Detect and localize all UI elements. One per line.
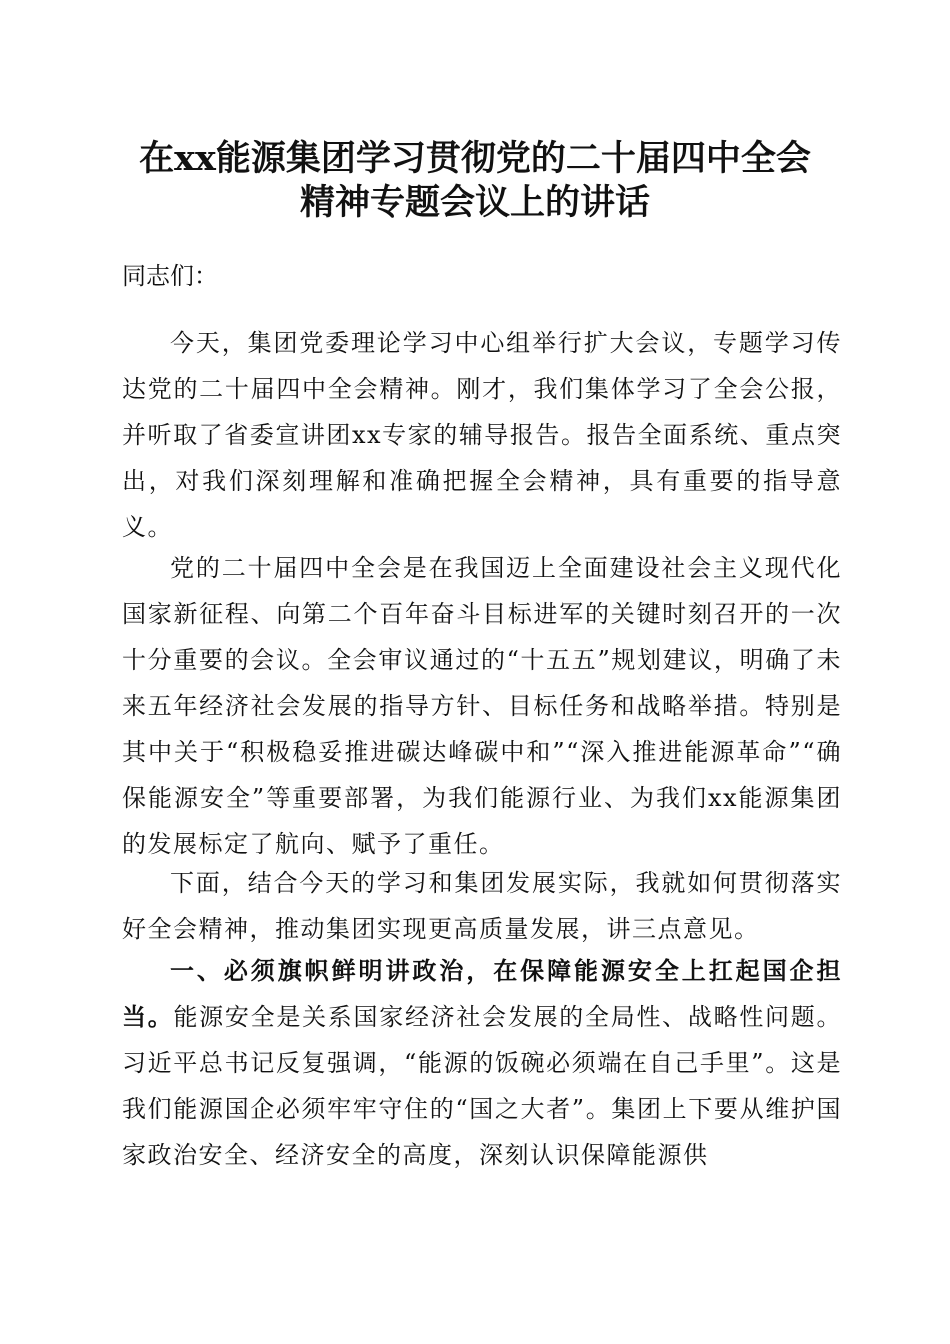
- paragraph-plenum: 党的二十届四中全会是在我国迈上全面建设社会主义现代化国家新征程、向第二个百年奋斗目标进军的关键时刻召开的一次十分重要的会议。全会审议通过的“十五五”规划建议，明确了未来五年经济社会发展的指导方针、目标任务和战略举措。特别是其中关于“积极稳妥推进碳达峰碳中和”“深入推进能源革命”“确保能源安全”等重要部署，为我们能源行业、为我们xx能源集团的发展标定了航向、赋予了重任。: [122, 554, 842, 858]
- section-one-paragraph: [122, 948, 842, 1178]
- section-one-heading: 一、必须旗帜鲜明讲政治，在保障能源安全上扛起国企担当。: [122, 957, 842, 1031]
- section-one-body: 能源安全是关系国家经济社会发展的全局性、战略性问题。习近平总书记反复强调，“能源的饭碗必须端在自己手里”。这是我们能源国企必须牢牢守住的“国之大者”。集团上下要从维护国家政治安全、经济安全的高度，深刻认识保障能源供: [122, 1003, 843, 1169]
- document-title-line-1: 在xx能源集团学习贯彻党的二十届四中全会: [139, 138, 811, 179]
- document-title-line-2: 精神专题会议上的讲话: [299, 182, 650, 223]
- paragraph-transition: 下面，结合今天的学习和集团发展实际，我就如何贯彻落实好全会精神，推动集团实现更高质量发展，讲三点意见。: [122, 869, 842, 943]
- salutation: 同志们：: [122, 262, 218, 290]
- paragraph-intro: 今天，集团党委理论学习中心组举行扩大会议，专题学习传达党的二十届四中全会精神。刚才，我们集体学习了全会公报，并听取了省委宣讲团xx专家的辅导报告。报告全面系统、重点突出，对我们深刻理解和准确把握全会精神，具有重要的指导意义。: [122, 329, 842, 541]
